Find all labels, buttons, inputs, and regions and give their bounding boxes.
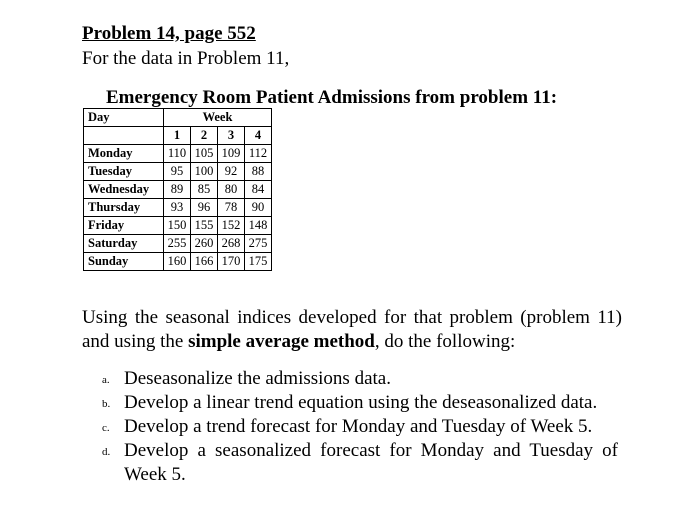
- admission-value: 150: [164, 217, 191, 235]
- task-text: Develop a trend forecast for Monday and Tuesday of Week 5.: [124, 416, 593, 437]
- task-item: [100, 367, 618, 391]
- task-list: [100, 367, 618, 487]
- table-row: [84, 145, 272, 163]
- admission-value: 95: [164, 163, 191, 181]
- task-item: [100, 439, 618, 487]
- admissions-table: [83, 108, 272, 271]
- admission-value: 93: [164, 199, 191, 217]
- admission-value: 255: [164, 235, 191, 253]
- admission-value: 268: [218, 235, 245, 253]
- admission-value: 148: [245, 217, 272, 235]
- day-label: Saturday: [84, 235, 164, 253]
- admission-value: 160: [164, 253, 191, 271]
- admission-value: 152: [218, 217, 245, 235]
- admission-value: 100: [191, 163, 218, 181]
- instructions-text-end: , do the following:: [374, 331, 516, 352]
- admission-value: 105: [191, 145, 218, 163]
- instructions-paragraph: [82, 306, 622, 354]
- task-text: Deseasonalize the admissions data.: [124, 368, 391, 389]
- admission-value: 109: [218, 145, 245, 163]
- day-label: Wednesday: [84, 181, 164, 199]
- empty-cell: [84, 127, 164, 145]
- intro-text: For the data in Problem 11,: [82, 48, 290, 69]
- task-item: [100, 415, 618, 439]
- day-label: Sunday: [84, 253, 164, 271]
- problem-heading: Problem 14, page 552: [82, 23, 256, 44]
- admission-value: 175: [245, 253, 272, 271]
- admission-value: 260: [191, 235, 218, 253]
- admission-value: 110: [164, 145, 191, 163]
- admission-value: 90: [245, 199, 272, 217]
- admission-value: 112: [245, 145, 272, 163]
- task-text: Develop a linear trend equation using the deseasonalized data.: [124, 392, 598, 413]
- day-label: Thursday: [84, 199, 164, 217]
- admission-value: 166: [191, 253, 218, 271]
- week-number: 4: [245, 127, 272, 145]
- week-number: 2: [191, 127, 218, 145]
- instructions-bold-text: simple average method: [188, 331, 375, 352]
- admission-value: 275: [245, 235, 272, 253]
- admission-value: 88: [245, 163, 272, 181]
- task-item: [100, 391, 618, 415]
- table-row: [84, 235, 272, 253]
- admission-value: 92: [218, 163, 245, 181]
- day-column-header: Day: [84, 109, 164, 127]
- admission-value: 80: [218, 181, 245, 199]
- table-header-row: [84, 109, 272, 127]
- task-marker: d.: [102, 446, 111, 458]
- task-marker: b.: [102, 398, 111, 410]
- table-row: [84, 253, 272, 271]
- week-number-row: [84, 127, 272, 145]
- admission-value: 84: [245, 181, 272, 199]
- task-text: Develop a seasonalized forecast for Monday and Tuesday of Week 5.: [124, 440, 618, 485]
- table-row: [84, 163, 272, 181]
- admission-value: 89: [164, 181, 191, 199]
- table-row: [84, 199, 272, 217]
- week-number: 1: [164, 127, 191, 145]
- day-label: Monday: [84, 145, 164, 163]
- admission-value: 155: [191, 217, 218, 235]
- table-row: [84, 217, 272, 235]
- task-marker: c.: [102, 422, 110, 434]
- table-row: [84, 181, 272, 199]
- week-number: 3: [218, 127, 245, 145]
- task-marker: a.: [102, 374, 110, 386]
- day-label: Friday: [84, 217, 164, 235]
- week-column-header: Week: [164, 109, 272, 127]
- admission-value: 96: [191, 199, 218, 217]
- admission-value: 170: [218, 253, 245, 271]
- admission-value: 85: [191, 181, 218, 199]
- table-title: Emergency Room Patient Admissions from problem 11:: [106, 87, 558, 108]
- instructions-text: Using the seasonal indices developed for that problem (problem 11) and using the: [82, 307, 622, 352]
- admission-value: 78: [218, 199, 245, 217]
- day-label: Tuesday: [84, 163, 164, 181]
